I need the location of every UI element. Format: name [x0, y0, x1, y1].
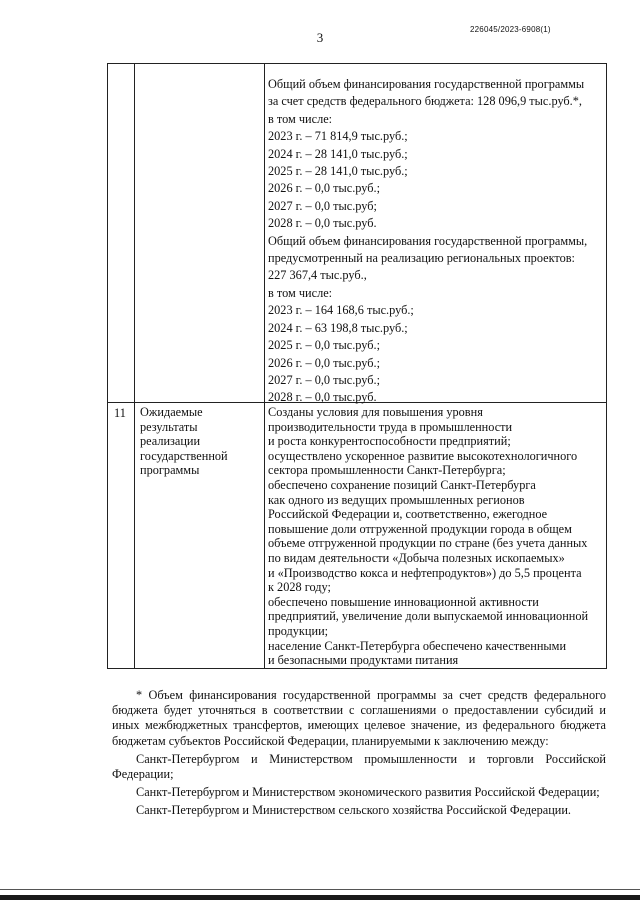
funding-line: 227 367,4 тыс.руб.,: [268, 268, 367, 283]
table-border-left: [107, 63, 108, 668]
funding-line: 2026 г. – 0,0 тыс.руб.;: [268, 355, 381, 370]
row-title-line: реализации: [140, 434, 201, 448]
table-border-right: [606, 63, 607, 668]
result-line: по видам деятельности «Добыча полезных ископаемых»: [268, 550, 565, 565]
row-number: 11: [114, 406, 126, 420]
row-title-line: результаты: [140, 419, 198, 434]
funding-line: 2026 г. – 0,0 тыс.руб.;: [268, 181, 381, 196]
result-line: Российской Федерации и, соответственно, ежегодное: [268, 507, 548, 522]
row-title-line: Ожидаемые: [140, 405, 203, 419]
row-title-cell: [140, 405, 228, 478]
table-divider-1: [134, 63, 135, 668]
funding-line: 2028 г. – 0,0 тыс.руб.: [268, 216, 377, 231]
funding-line: 2023 г. – 164 168,6 тыс.руб.;: [268, 303, 414, 318]
result-line: и безопасными продуктами питания: [268, 653, 459, 668]
table-border-top: [107, 63, 607, 64]
funding-line: предусмотренный на реализацию региональных проектов:: [268, 251, 575, 266]
result-line: как одного из ведущих промышленных регионов: [268, 492, 525, 507]
result-line: обеспечено сохранение позиций Санкт-Петербурга: [268, 477, 536, 492]
funding-line: 2025 г. – 28 141,0 тыс.руб.;: [268, 164, 408, 179]
result-line: объеме отгруженной продукции по стране (без учета данных: [268, 536, 588, 551]
funding-line: 2025 г. – 0,0 тыс.руб.;: [268, 338, 381, 353]
funding-line: Общий объем финансирования государственной программы,: [268, 233, 588, 248]
funding-line: 2023 г. – 71 814,9 тыс.руб.;: [268, 129, 408, 144]
funding-line: 2024 г. – 28 141,0 тыс.руб.;: [268, 146, 408, 161]
result-line: Созданы условия для повышения уровня: [268, 405, 483, 419]
funding-line: 2024 г. – 63 198,8 тыс.руб.;: [268, 320, 408, 335]
row-title-line: программы: [140, 463, 200, 477]
result-line: осуществлено ускоренное развитие высокотехнологичного: [268, 448, 578, 463]
funding-cell: [268, 76, 587, 407]
footnote-item: Санкт-Петербургом и Министерством сельского хозяйства Российской Федерации.: [136, 803, 572, 818]
footnote-paragraph: * Объем финансирования государственной программы за счет средств федерального бюджета будет уточняться в соответствии с соглашениями о предоставлении субсидий и иных межбюджетных трансфертов, имеющих целевое значение, из федерального бюджета бюджетам субъектов Российской Федерации, планируемыми к заключению между:: [112, 688, 606, 748]
result-line: население Санкт-Петербурга обеспечено качественными: [268, 638, 567, 653]
funding-line: 2027 г. – 0,0 тыс.руб.;: [268, 372, 381, 387]
result-line: повышение доли отгруженной продукции города в общем: [268, 521, 572, 536]
results-cell: [268, 405, 588, 668]
result-line: и «Производство кокса и нефтепродуктов») до 5,5 процента: [268, 565, 582, 580]
funding-line: Общий объем финансирования государственной программы: [268, 77, 585, 91]
table-border-bottom: [107, 668, 607, 669]
funding-line: 2028 г. – 0,0 тыс.руб.: [268, 390, 377, 405]
scan-edge-line: [0, 889, 640, 890]
result-line: к 2028 году;: [268, 580, 331, 595]
document-id: 226045/2023-6908(1): [470, 25, 551, 34]
footnote: [112, 688, 606, 819]
result-line: обеспечено повышение инновационной активности: [268, 594, 539, 609]
funding-line: 2027 г. – 0,0 тыс.руб;: [268, 198, 377, 213]
scan-edge-bar: [0, 895, 640, 900]
footnote-item: Санкт-Петербургом и Министерством промышленности и торговли Российской Федерации;: [112, 751, 606, 782]
result-line: и роста конкурентоспособности предприятий;: [268, 434, 511, 449]
table-divider-2: [264, 63, 265, 668]
row-number-cell: [114, 405, 126, 422]
funding-line: в том числе:: [268, 111, 333, 126]
page-number: 3: [316, 30, 324, 45]
result-line: производительности труда в промышленности: [268, 419, 513, 434]
funding-line: в том числе:: [268, 285, 333, 300]
row-title-line: государственной: [140, 448, 228, 463]
funding-line: за счет средств федерального бюджета: 128 096,9 тыс.руб.*,: [268, 94, 582, 109]
footnote-item: Санкт-Петербургом и Министерством экономического развития Российской Федерации;: [136, 785, 600, 800]
result-line: продукции;: [268, 623, 329, 638]
result-line: предприятий, увеличение доли выпускаемой инновационной: [268, 609, 589, 624]
result-line: сектора промышленности Санкт-Петербурга;: [268, 463, 506, 478]
